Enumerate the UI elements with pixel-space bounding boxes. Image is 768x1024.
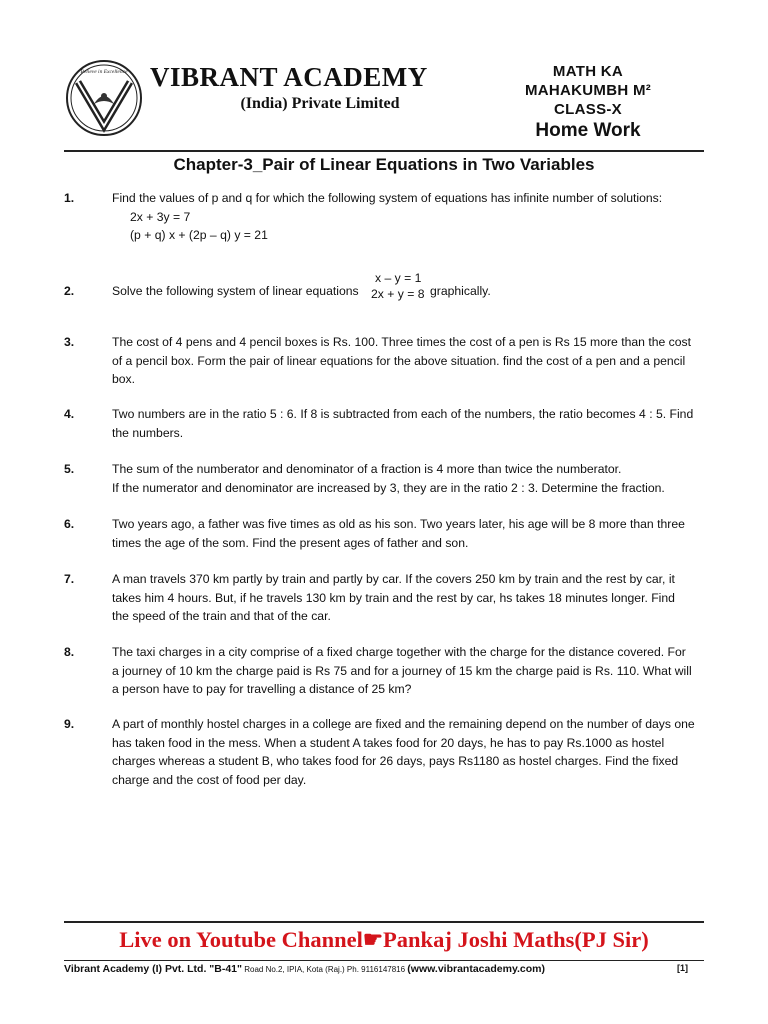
question-8 (64, 643, 712, 699)
question-text: of a pencil box. Form the pair of linear equations for the above situation. find the cost of a pen and a pencil (112, 353, 686, 368)
question-9 (64, 715, 712, 789)
course-line-2: MAHAKUMBH M² (524, 82, 652, 99)
question-text: A man travels 370 km partly by train and partly by car. If the covers 250 km by train and the rest by car, it (112, 572, 675, 586)
question-text: Two numbers are in the ratio 5 : 6. If 8 is subtracted from each of the numbers, the ratio becomes 4 : 5. Find (112, 407, 694, 421)
question-text: the speed of the train and that of the car. (112, 609, 331, 623)
question-number: 6. (64, 517, 75, 531)
question-text: Two years ago, a father was five times as old as his son. Two years later, his age will be 8 more than three (112, 517, 685, 531)
brand-subtitle: (India) Private Limited (240, 95, 400, 112)
question-text: charges whereas a student B, who takes food for 26 days, pays Rs1180 as hostel charges. Find the fixed (112, 754, 679, 768)
question-text: box. (112, 372, 136, 386)
equation: 2x + y = 8 (371, 287, 425, 301)
question-text: A part of monthly hostel charges in a college are fixed and the remaining depend on the number of days one (112, 717, 695, 731)
question-text: charge and the cost of food per day. (112, 772, 307, 787)
question-number: 1. (64, 191, 75, 205)
question-text: the numbers. (112, 425, 184, 440)
brand-name: VIBRANT ACADEMY (150, 62, 428, 92)
page-number: [1] (677, 963, 688, 973)
youtube-banner: Live on Youtube Channel☛Pankaj Joshi Maths(PJ Sir) (119, 927, 649, 952)
question-4 (64, 405, 712, 442)
logo-motto-icon: Believe in Excellence (80, 69, 128, 75)
question-text: a journey of 10 km the charge paid is Rs 75 and for a journey of 15 km the charge paid is Rs. 110. What will (112, 663, 692, 678)
question-1 (64, 189, 712, 245)
question-number: 5. (64, 462, 75, 476)
footer-address: Road No.2, IPIA, Kota (Raj.) Ph. 9116147816 (242, 965, 408, 974)
question-text: The taxi charges in a city comprise of a fixed charge together with the charge for the distance covered. For (112, 645, 686, 659)
question-text: takes him 4 hours. But, if he travels 130 km by train and the rest by car, hs takes 18 minutes longer. Find (112, 590, 675, 605)
question-number: 3. (64, 335, 75, 349)
question-text-end: graphically. (430, 284, 491, 298)
footer (64, 963, 704, 975)
question-6 (64, 515, 712, 552)
equation: x – y = 1 (375, 271, 422, 285)
homework-label: Home Work (535, 120, 641, 141)
question-3 (64, 333, 712, 389)
question-number: 8. (64, 645, 75, 659)
question-text: The cost of 4 pens and 4 pencil boxes is Rs. 100. Three times the cost of a pen is Rs 15 more than the cost (112, 335, 691, 349)
footer-company: Vibrant Academy (I) Pvt. Ltd. "B-41" (64, 963, 242, 975)
question-7 (64, 570, 712, 626)
question-text: If the numerator and denominator are increased by 3, they are in the ratio 2 : 3. Determine the fraction. (112, 480, 665, 495)
question-text: Solve the following system of linear equations (112, 284, 359, 298)
question-number: 4. (64, 407, 75, 421)
vibrant-academy-logo (64, 58, 144, 138)
footer-divider (64, 921, 704, 923)
question-number: 2. (64, 284, 75, 298)
equation: 2x + 3y = 7 (130, 209, 191, 224)
chapter-title: Chapter-3_Pair of Linear Equations in Two Variables (173, 155, 595, 174)
footer-website: (www.vibrantacademy.com) (407, 963, 546, 975)
course-header (488, 62, 688, 142)
question-text: times the age of the som. Find the present ages of father and son. (112, 535, 469, 550)
brand-block (150, 62, 460, 113)
question-text: has taken food in the mess. When a student A takes food for 20 days, he has to pay Rs.1000 as hostel (112, 735, 665, 750)
question-text: Find the values of p and q for which the following system of equations has infinite number of solutions: (112, 191, 663, 205)
course-line-3: CLASS-X (554, 101, 622, 118)
equation: (p + q) x + (2p – q) y = 21 (130, 228, 268, 242)
question-text: The sum of the numberator and denominator of a fraction is 4 more than twice the numberator. (112, 462, 622, 476)
equation-system (371, 270, 425, 302)
header-divider (64, 150, 704, 152)
question-5 (64, 460, 712, 497)
course-line-1: MATH KA (552, 63, 624, 80)
footer-divider-2 (64, 960, 704, 961)
question-number: 7. (64, 572, 75, 586)
question-number: 9. (64, 717, 75, 731)
question-text: a person have to pay for travelling a distance of 25 km? (112, 682, 412, 696)
